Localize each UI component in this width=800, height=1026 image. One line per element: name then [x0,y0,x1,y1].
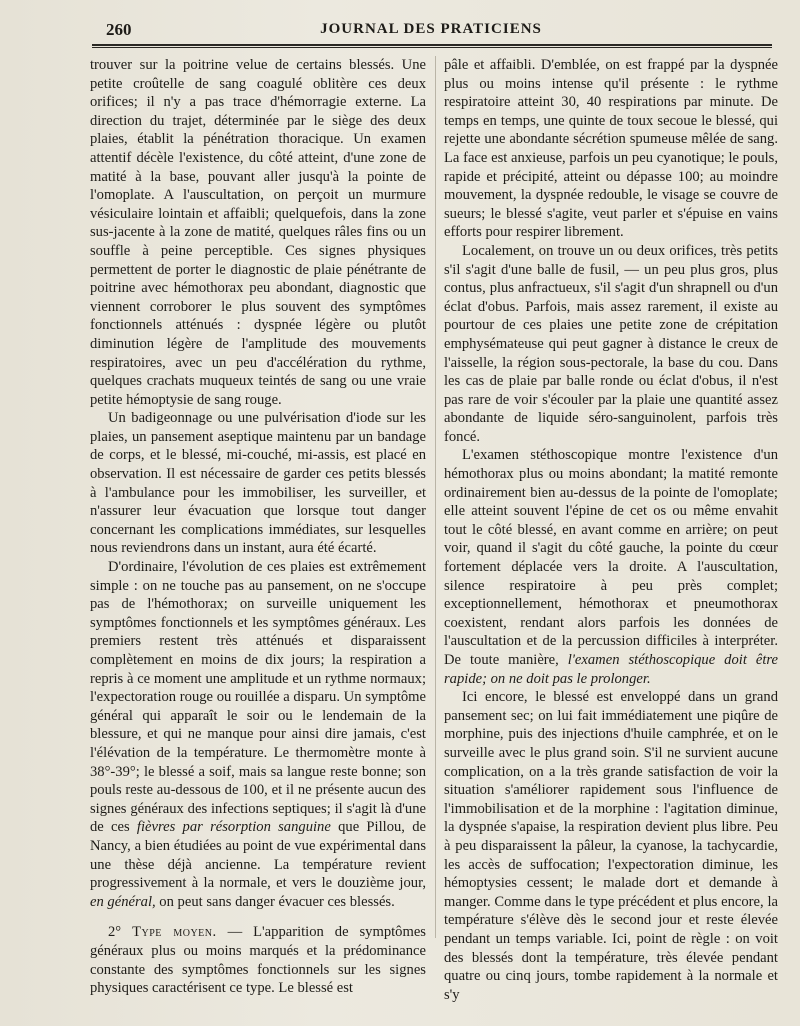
column-divider [435,56,436,938]
left-paragraph-3-italic-1: fièvres par résorption sanguine [136,819,331,836]
left-paragraph-3-text-c: on peut sans danger évacuer ces blessés. [155,893,395,910]
header-rule [92,44,772,46]
right-paragraph-2: Localement, on trouve un ou deux orifices, très petits s'il s'agit d'une balle de fusil, — un peu plus gros, plus contus, plus anfractueux, s'il s'agit d'un shrapnell ou d'un éclat d'obus. Parfois, mais assez rarement, il existe au pourtour de ces plaies une petite zone de crépitation emphysémateuse qui peut gagner à distance le creux de l'aisselle, la région sous-pectorale, la base du cou. Dans les cas de plaie par balle ronde ou éclat d'obus, il n'est pas rare de voir s'écouler par la plaie une quantité assez abondante de liquide séro-sanguinolent, parfois très foncé. [444,242,778,445]
right-column [444,56,778,1004]
running-title: JOURNAL DES PRATICIENS [320,21,542,37]
header-rule-thin [92,47,772,48]
page-header [92,18,770,44]
left-column [90,56,426,998]
left-paragraph-3-italic-2: en général, [90,893,156,910]
section-heading: Type moyen. [132,924,217,941]
right-paragraph-4: Ici encore, le blessé est enveloppé dans un grand pansement sec; on lui fait immédiatement une piqûre de morphine, puis des injections d'huile camphrée, et on le surveille avec le plus grand soin. S'il ne survient aucune complication, on a la très grande satisfaction de voir la situation s'améliorer rapidement sous l'influence de l'immobilisation et de la morphine : l'agitation diminue, la dyspnée s'apaise, la respiration devient plus libre. Peu à peu disparaissent la pâleur, la cyanose, la tachycardie, les accès de suffocation; l'expectoration diminue, les hémoptysies cessent; le malade dort et demande à manger. Comme dans le type précédent et plus encore, la température s'élève dès le second jour et reste élevée pendant un temps variable. Ici, point de règle : on voit des blessés dont la température, très élevée pendant quatre ou cinq jours, tombe rapidement à la normale et s'y [444,689,778,1003]
left-paragraph-1: trouver sur la poitrine velue de certains blessés. Une petite croûtelle de sang coagulé oblitère ces deux orifices; il n'y a pas trace d'hémorragie externe. La direction du trajet, déterminée par le siège des deux plaies, établit la pénétration thoracique. Un examen attentif décèle l'existence, du côté atteint, d'une zone de matité à la base, pouvant aller jusqu'à la pointe de l'omoplate. A l'auscultation, on perçoit un murmure vésiculaire lointain et affaibli; quelquefois, dans la zone sus-jacente à la zone de matité, quelques râles fins ou un souffle à peine perceptible. Ces signes physiques permettent de porter le diagnostic de plaie pénétrante de poitrine avec hémothorax peu abondant, diagnostic que viennent corroborer le plus souvent des symptômes fonctionnels atténués : dyspnée légère ou plutôt diminution légère de l'amplitude des mouvements respiratoires, avec un peu d'accélération du rythme, quelques crachats muqueux teintés de sang ou une vraie petite hémoptysie de sang rouge. [90,57,426,408]
right-paragraph-3-italic: l'examen stéthoscopique doit être rapide; on ne doit pas le prolonger. [444,652,778,687]
right-paragraph-3 [444,446,778,688]
left-paragraph-2: Un badigeonnage ou une pulvérisation d'iode sur les plaies, un pansement aseptique maintenu par un bandage de corps, et le blessé, mi-couché, mi-assis, est placé en observation. Il est nécessaire de garder ces petits blessés à l'ambulance pour les immobiliser, les surveiller, et n'assurer leur évacuation que lorsque tout danger concernant les complications immédiates, sur lesquelles nous reviendrons dans un instant, aura été écarté. [90,410,426,557]
right-paragraph-1: pâle et affaibli. D'emblée, on est frappé par la dyspnée plus ou moins intense qu'il présente : le rythme respiratoire atteint 30, 40 respirations par minute. De temps en temps, une quinte de toux secoue le blessé, qui rejette une abondante sécrétion spumeuse mêlée de sang. La face est anxieuse, parfois un peu cyanotique; le pouls, rapide et précipité, atteint ou dépasse 100; au moindre mouvement, la dyspnée redouble, le visage se couvre de sueurs; le blessé s'agite, veut parler et s'épuise en vains efforts pour respirer librement. [444,57,778,241]
right-paragraph-3-text: L'examen stéthoscopique montre l'existence d'un hémothorax plus ou moins abondant; la matité remonte ordinairement bien au-dessus de la pointe de l'omoplate; elle atteint souvent l'épine de cet os ou même envahit tout le côté blessé, en avant comme en arrière; on peut voir, quand il s'agit du côté gauche, la pointe du cœur fortement déplacée vers la droite. A l'auscultation, silence respiratoire à peu près complet; exceptionnellement, hémothorax et pneumothorax coexistent, rendant alors parfois les données de l'auscultation et de la percussion difficiles à interpréter. De toute manière, [444,447,778,668]
page-number: 260 [106,20,132,39]
left-paragraph-3-text-a: D'ordinaire, l'évolution de ces plaies est extrêmement simple : on ne touche pas au pansement, on ne s'occupe pas de l'hémothorax; on surveille uniquement les symptômes fonctionnels et les symptômes généraux. Les premiers restent très atténués et disparaissent complètement en moins de dix jours; la respiration a repris à ce moment une amplitude et un rythme normaux; l'expectoration rouge ou rouillée a disparu. Un symptôme général qui apparaît le soir ou le lendemain de la blessure, et qui ne manque pour ainsi dire jamais, c'est l'élévation de la température. Le thermomètre monte à 38°-39°; le blessé a soif, mais sa langue reste bonne; son pouls reste au-dessous de 100, et il ne présente aucun des signes généraux des infections septiques; il s'agit là d'une de ces [90,559,426,836]
left-paragraph-4-text: — L'apparition de symptômes généraux plus ou moins marqués et la prédominance constante des symptômes fonctionnels sur les signes physiques caractérisent ce type. Le blessé est [90,924,426,997]
left-paragraph-3-text-b: que Pillou, de Nancy, a bien étudiées au point de vue expérimental dans une thèse déjà ancienne. La température revient progressivement à la normale, et vers le douzième jour, [90,819,426,892]
left-paragraph-4 [90,923,426,997]
left-paragraph-3 [90,558,426,911]
section-number: 2° [108,924,133,941]
